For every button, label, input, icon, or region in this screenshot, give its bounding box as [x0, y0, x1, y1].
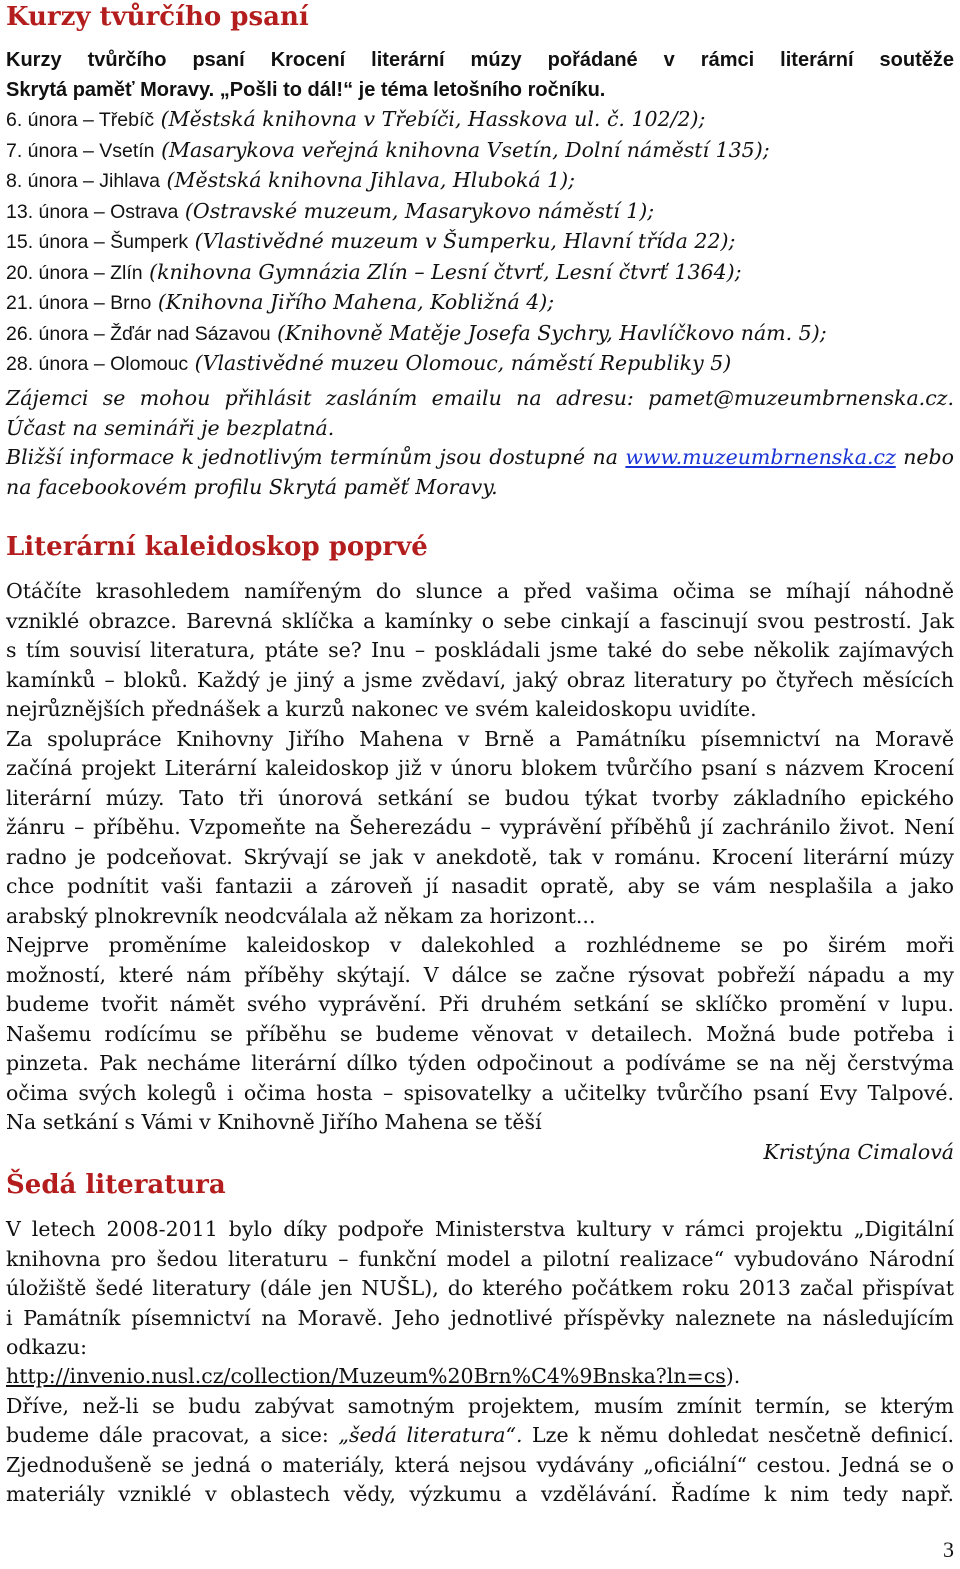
body-line: Zjednodušeně se jedná o materiály, která nejsou vydávány „oficiální“ cestou. Jedná se o	[6, 1452, 954, 1477]
body-line: nejrůznějších přednášek a kurzů nakonec ve svém kaleidoskopu uvidíte.	[6, 697, 757, 721]
body-line: Našemu rodícímu se příběhu se budeme věnovat v detailech. Možná bude potřeba i	[6, 1021, 954, 1046]
body-line: žánru – příběhu. Vzpomeňte na Šeherezádu – vyprávění příběhů jí zachránilo život. Není	[6, 815, 954, 839]
nusl-link-line: http://invenio.nusl.cz/collection/Muzeum%20Brn%C4%9Bnska?ln=cs).	[6, 1364, 741, 1388]
date-item: 8. února – Jihlava (Městská knihovna Jihlava, Hluboká 1);	[6, 168, 576, 192]
nusl-link[interactable]: http://invenio.nusl.cz/collection/Muzeum%20Brn%C4%9Bnska?ln=cs	[6, 1364, 726, 1388]
date-item: 15. února – Šumperk (Vlastivědné muzeum v Šumperku, Hlavní třída 22);	[6, 229, 736, 253]
signature: Kristýna Cimalová	[763, 1140, 954, 1164]
body-line: Dříve, než-li se budu zabývat samotným projektem, musím zmínit termín, se kterým	[6, 1393, 954, 1418]
body-line: vzniklé obrazce. Barevná sklíčka a kamínky o sebe cinkají a fascinují svou pestrostí. Jak	[6, 608, 954, 633]
body-line: budeme dále pracovat, a sice: „šedá literatura“. Lze k němu dohledat nesčetně definicí.	[6, 1423, 954, 1447]
date-item: 28. února – Olomouc (Vlastivědné muzeu Olomouc, náměstí Republiky 5)	[6, 351, 732, 375]
intro-line-1: Kurzy tvůrčího psaní Krocení literární múzy pořádané v rámci literární soutěže	[6, 49, 954, 71]
intro-line-2: Skrytá paměť Moravy. „Pošli to dál!“ je téma letošního ročníku.	[6, 78, 606, 101]
intro-paragraph	[6, 46, 954, 105]
body-line: úložiště šedé literatury (dále jen NUŠL), do kterého počátkem roku 2013 začal přispívat	[6, 1276, 954, 1300]
kaleidoskop-body	[6, 577, 954, 1138]
body-line: Otáčíte krasohledem namířeným do slunce a před vašima očima se míhají náhodně	[6, 579, 954, 603]
body-line: odkazu:	[6, 1335, 88, 1359]
body-line: očima svých kolegů i očima hosta – spisovatelky a učitelky tvůrčího psaní Evy Talpové.	[6, 1080, 954, 1105]
info-line-2: na facebookovém profilu Skrytá paměť Moravy.	[6, 474, 498, 499]
body-line: Nejprve proměníme kaleidoskop v dalekohled a rozhlédneme se po širém moři	[6, 933, 954, 957]
body-line: budeme tvořit námět svého vyprávění. Při druhém setkání se sklíčko promění v lupu.	[6, 992, 954, 1016]
body-line: chce podnítit vaši fantazii a zároveň jí nasadit opratě, aby se vám nesplašila a jako	[6, 874, 954, 898]
date-item: 20. února – Zlín (knihovna Gymnázia Zlín – Lesní čtvrť, Lesní čtvrť 1364);	[6, 259, 742, 284]
seda-literatura-body	[6, 1215, 954, 1363]
date-item: 7. února – Vsetín (Masarykova veřejná knihovna Vsetín, Dolní náměstí 135);	[6, 137, 770, 162]
contact-paragraph	[6, 384, 954, 502]
heading-kurzy: Kurzy tvůrčího psaní	[6, 2, 309, 32]
body-line: radno je podceňovat. Skrývají se jak v anekdotě, tak v románu. Krocení literární múzy	[6, 844, 954, 869]
body-line: Za spolupráce Knihovny Jiřího Mahena v Brně a Památníku písemnictví na Moravě	[6, 726, 954, 751]
body-line: pinzeta. Pak necháme literární dílko týden odpočinout a podíváme se na něj čerstvýma	[6, 1051, 954, 1075]
date-item: 26. února – Žďár nad Sázavou (Knihovně Matěje Josefa Sychry, Havlíčkovo nám. 5);	[6, 320, 827, 345]
date-item: 13. února – Ostrava (Ostravské muzeum, Masarykovo náměstí 1);	[6, 198, 655, 223]
heading-kaleidoskop: Literární kaleidoskop poprvé	[6, 532, 428, 562]
body-line: knihovna pro šedou literaturu – funkční model a pilotní realizace“ vybudováno Národní	[6, 1246, 954, 1271]
body-line: Na setkání s Vámi v Knihovně Jiřího Mahena se těší	[6, 1110, 542, 1134]
body-line: možností, které nám příběhy skýtají. V dálce se začne rýsovat pobřeží nápadu a my	[6, 962, 954, 987]
seda-literatura-body-2	[6, 1362, 954, 1510]
body-line: V letech 2008-2011 bylo díky podpoře Ministerstva kultury v rámci projektu „Digitální	[6, 1217, 954, 1241]
body-line: začíná projekt Literární kaleidoskop již v únoru blokem tvůrčího psaní s názvem Krocení	[6, 756, 954, 780]
date-item: 6. února – Třebíč (Městská knihovna v Třebíči, Hasskova ul. č. 102/2);	[6, 107, 706, 131]
page-number: 3	[943, 1537, 954, 1562]
contact-line-2: Účast na semináři je bezplatná.	[6, 415, 335, 440]
body-line: arabský plnokrevník neodcválala až někam za horizont...	[6, 903, 596, 928]
date-item: 21. února – Brno (Knihovna Jiřího Mahena, Kobližná 4);	[6, 290, 555, 314]
info-line-1: Bližší informace k jednotlivým termínům jsou dostupné na www.muzeumbrnenska.cz nebo	[6, 445, 954, 469]
body-line: materiály vzniklé v oblastech vědy, výzkumu a vzdělávání. Řadíme k nim tedy např.	[6, 1482, 954, 1506]
body-line: i Památník písemnictví na Moravě. Jeho jednotlivé příspěvky naleznete na následujícím	[6, 1305, 954, 1330]
contact-line-1: Zájemci se mohou přihlásit zasláním emailu na adresu: pamet@muzeumbrnenska.cz.	[6, 386, 954, 410]
heading-seda-literatura: Šedá literatura	[6, 1170, 226, 1200]
dates-list	[6, 105, 954, 380]
body-line: kamínků – bloků. Každý je jiný a jsme zvědaví, jaký obraz literatury po čtyřech měsících	[6, 667, 954, 692]
body-line: literární múzy. Tato tři únorová setkání se budou týkat tvorby základního epického	[6, 785, 954, 810]
body-line: s tím souvisí literatura, ptáte se? Inu – poskládali jsme také do sebe několik zajímavých	[6, 638, 954, 662]
muzeum-link[interactable]: www.muzeumbrnenska.cz	[625, 445, 896, 469]
